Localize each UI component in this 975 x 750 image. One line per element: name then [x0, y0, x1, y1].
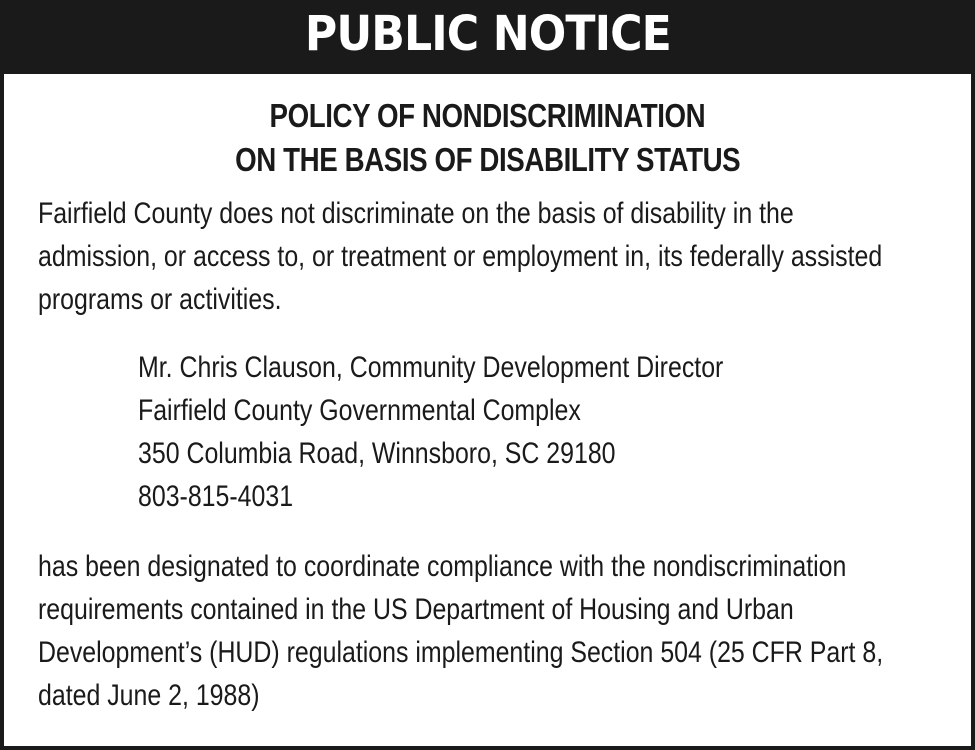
policy-heading-line-2	[4, 140, 971, 180]
contact-phone: 803-815-4031	[138, 480, 294, 513]
policy-heading-text-2: ON THE BASIS OF DISABILITY STATUS	[234, 141, 741, 178]
compliance-line: has been designated to coordinate compliance with the nondiscrimination	[38, 550, 847, 583]
notice-title: PUBLIC NOTICE	[304, 6, 671, 62]
compliance-line: dated June 2, 1988)	[38, 679, 260, 712]
compliance-line: Development’s (HUD) regulations implementing Section 504 (25 CFR Part 8,	[38, 636, 884, 669]
policy-heading-text-1: POLICY OF NONDISCRIMINATION	[269, 97, 706, 134]
contact-address: 350 Columbia Road, Winnsboro, SC 29180	[138, 437, 616, 470]
notice-banner	[4, 0, 971, 74]
statement-line: programs or activities.	[38, 283, 282, 316]
compliance-line: requirements contained in the US Department of Housing and Urban	[38, 593, 794, 626]
policy-statement	[38, 192, 975, 321]
contact-block	[138, 346, 843, 518]
statement-line: admission, or access to, or treatment or employment in, its federally assisted	[38, 240, 883, 273]
policy-heading-line-1	[4, 96, 971, 136]
statement-line: Fairfield County does not discriminate on the basis of disability in the	[38, 197, 794, 230]
contact-name-title: Mr. Chris Clauson, Community Development Director	[138, 351, 724, 384]
contact-office: Fairfield County Governmental Complex	[138, 394, 581, 427]
compliance-statement	[38, 545, 975, 717]
